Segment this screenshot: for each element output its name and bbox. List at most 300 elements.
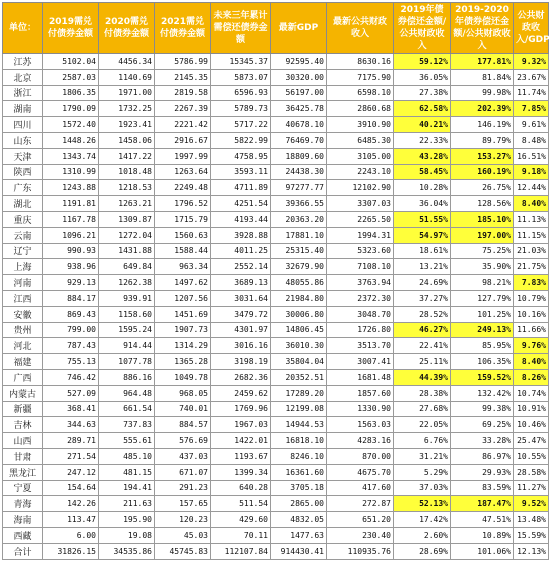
- due-2021-cell: 1451.69: [155, 306, 211, 322]
- revenue-gdp-cell: 10.79%: [514, 290, 549, 306]
- ratio-2019-cell: 37.27%: [394, 290, 451, 306]
- due-2020-cell: 1971.00: [99, 85, 155, 101]
- ratio-2019-cell: 40.21%: [394, 117, 451, 133]
- due-2020-cell: 34535.86: [99, 543, 155, 559]
- revenue-gdp-cell: 8.40%: [514, 196, 549, 212]
- revenue-gdp-cell: 8.40%: [514, 354, 549, 370]
- three-year-total-cell: 1422.01: [211, 433, 271, 449]
- due-2021-cell: 2819.58: [155, 85, 211, 101]
- gdp-cell: 16361.60: [271, 464, 327, 480]
- ratio-2019-2020-cell: 128.56%: [451, 196, 514, 212]
- ratio-2019-cell: 46.27%: [394, 322, 451, 338]
- due-2019-cell: 271.54: [43, 448, 99, 464]
- ratio-2019-2020-cell: 153.27%: [451, 148, 514, 164]
- fiscal-revenue-cell: 3910.90: [327, 117, 394, 133]
- due-2019-cell: 1167.78: [43, 211, 99, 227]
- three-year-total-cell: 5789.73: [211, 101, 271, 117]
- ratio-2019-cell: 52.13%: [394, 496, 451, 512]
- ratio-2019-2020-cell: 33.28%: [451, 433, 514, 449]
- region-cell: 云南: [3, 227, 43, 243]
- due-2021-cell: 2267.39: [155, 101, 211, 117]
- ratio-2019-2020-cell: 86.97%: [451, 448, 514, 464]
- ratio-2019-cell: 59.12%: [394, 54, 451, 70]
- due-2020-cell: 737.83: [99, 417, 155, 433]
- ratio-2019-cell: 18.61%: [394, 243, 451, 259]
- gdp-cell: 24438.30: [271, 164, 327, 180]
- three-year-total-cell: 429.60: [211, 512, 271, 528]
- due-2020-cell: 211.63: [99, 496, 155, 512]
- due-2021-cell: 1314.29: [155, 338, 211, 354]
- fiscal-revenue-cell: 3763.94: [327, 275, 394, 291]
- region-cell: 合计: [3, 543, 43, 559]
- revenue-gdp-cell: 9.76%: [514, 338, 549, 354]
- due-2019-cell: 1572.40: [43, 117, 99, 133]
- gdp-cell: 92595.40: [271, 54, 327, 70]
- ratio-2019-2020-cell: 185.10%: [451, 211, 514, 227]
- revenue-gdp-cell: 16.51%: [514, 148, 549, 164]
- ratio-2019-cell: 58.45%: [394, 164, 451, 180]
- region-cell: 吉林: [3, 417, 43, 433]
- table-row: [3, 464, 549, 480]
- due-2019-cell: 247.12: [43, 464, 99, 480]
- three-year-total-cell: 1769.96: [211, 401, 271, 417]
- ratio-2019-cell: 10.28%: [394, 180, 451, 196]
- due-2020-cell: 1309.87: [99, 211, 155, 227]
- fiscal-revenue-cell: 2860.68: [327, 101, 394, 117]
- fiscal-revenue-cell: 230.40: [327, 527, 394, 543]
- due-2021-cell: 1796.52: [155, 196, 211, 212]
- revenue-gdp-cell: 8.26%: [514, 369, 549, 385]
- due-2021-cell: 1715.79: [155, 211, 211, 227]
- ratio-2019-2020-cell: 10.89%: [451, 527, 514, 543]
- ratio-2019-2020-cell: 101.06%: [451, 543, 514, 559]
- fiscal-revenue-cell: 272.87: [327, 496, 394, 512]
- region-cell: 北京: [3, 69, 43, 85]
- revenue-gdp-cell: 11.66%: [514, 322, 549, 338]
- due-2019-cell: 755.13: [43, 354, 99, 370]
- due-2020-cell: 19.08: [99, 527, 155, 543]
- table-row: [3, 275, 549, 291]
- region-cell: 重庆: [3, 211, 43, 227]
- fiscal-revenue-cell: 12102.90: [327, 180, 394, 196]
- due-2021-cell: 437.03: [155, 448, 211, 464]
- due-2019-cell: 799.00: [43, 322, 99, 338]
- table-row: [3, 117, 549, 133]
- gdp-cell: 2865.00: [271, 496, 327, 512]
- three-year-total-cell: 15345.37: [211, 54, 271, 70]
- region-cell: 山东: [3, 132, 43, 148]
- three-year-total-cell: 2682.36: [211, 369, 271, 385]
- three-year-total-cell: 2552.14: [211, 259, 271, 275]
- ratio-2019-2020-cell: 197.00%: [451, 227, 514, 243]
- revenue-gdp-cell: 13.48%: [514, 512, 549, 528]
- ratio-2019-2020-cell: 47.51%: [451, 512, 514, 528]
- due-2019-cell: 527.09: [43, 385, 99, 401]
- revenue-gdp-cell: 21.03%: [514, 243, 549, 259]
- table-row: [3, 338, 549, 354]
- due-2020-cell: 485.10: [99, 448, 155, 464]
- gdp-cell: 16818.10: [271, 433, 327, 449]
- due-2019-cell: 1448.26: [43, 132, 99, 148]
- fiscal-revenue-cell: 3105.00: [327, 148, 394, 164]
- table-body: [3, 54, 549, 560]
- total-row: [3, 543, 549, 559]
- region-cell: 河北: [3, 338, 43, 354]
- due-2020-cell: 1218.53: [99, 180, 155, 196]
- due-2019-cell: 869.43: [43, 306, 99, 322]
- due-2021-cell: 884.57: [155, 417, 211, 433]
- due-2020-cell: 1018.48: [99, 164, 155, 180]
- three-year-total-cell: 4758.95: [211, 148, 271, 164]
- revenue-gdp-cell: 15.59%: [514, 527, 549, 543]
- due-2021-cell: 1263.64: [155, 164, 211, 180]
- header-2019-2020-ratio: 2019-2020年债券偿还金额/公共财政收入: [451, 3, 514, 54]
- gdp-cell: 36010.30: [271, 338, 327, 354]
- fiscal-revenue-cell: 6485.30: [327, 132, 394, 148]
- ratio-2019-cell: 25.11%: [394, 354, 451, 370]
- ratio-2019-2020-cell: 85.95%: [451, 338, 514, 354]
- fiscal-revenue-cell: 4675.70: [327, 464, 394, 480]
- table-row: [3, 196, 549, 212]
- due-2021-cell: 2249.48: [155, 180, 211, 196]
- fiscal-revenue-cell: 1726.80: [327, 322, 394, 338]
- due-2020-cell: 1263.21: [99, 196, 155, 212]
- due-2021-cell: 1049.78: [155, 369, 211, 385]
- due-2019-cell: 113.47: [43, 512, 99, 528]
- ratio-2019-2020-cell: 26.75%: [451, 180, 514, 196]
- fiscal-revenue-cell: 4283.16: [327, 433, 394, 449]
- ratio-2019-2020-cell: 29.93%: [451, 464, 514, 480]
- gdp-cell: 56197.00: [271, 85, 327, 101]
- due-2020-cell: 661.54: [99, 401, 155, 417]
- three-year-total-cell: 3593.11: [211, 164, 271, 180]
- revenue-gdp-cell: 28.58%: [514, 464, 549, 480]
- three-year-total-cell: 640.28: [211, 480, 271, 496]
- gdp-cell: 40678.10: [271, 117, 327, 133]
- revenue-gdp-cell: 12.44%: [514, 180, 549, 196]
- table-row: [3, 101, 549, 117]
- ratio-2019-cell: 28.69%: [394, 543, 451, 559]
- region-cell: 湖南: [3, 101, 43, 117]
- due-2019-cell: 6.00: [43, 527, 99, 543]
- header-2021-due: 2021需兑付债券金额: [155, 3, 211, 54]
- ratio-2019-2020-cell: 101.25%: [451, 306, 514, 322]
- three-year-total-cell: 5873.07: [211, 69, 271, 85]
- header-fiscal-revenue: 最新公共财政收入: [327, 3, 394, 54]
- three-year-total-cell: 1967.03: [211, 417, 271, 433]
- ratio-2019-2020-cell: 106.35%: [451, 354, 514, 370]
- gdp-cell: 1477.63: [271, 527, 327, 543]
- revenue-gdp-cell: 10.55%: [514, 448, 549, 464]
- due-2020-cell: 1595.24: [99, 322, 155, 338]
- gdp-cell: 20352.51: [271, 369, 327, 385]
- gdp-cell: 39366.55: [271, 196, 327, 212]
- table-row: [3, 401, 549, 417]
- due-2020-cell: 964.48: [99, 385, 155, 401]
- ratio-2019-cell: 31.21%: [394, 448, 451, 464]
- table-row: [3, 527, 549, 543]
- header-row: [3, 3, 549, 54]
- table-row: [3, 290, 549, 306]
- table-row: [3, 227, 549, 243]
- due-2021-cell: 120.23: [155, 512, 211, 528]
- due-2019-cell: 746.42: [43, 369, 99, 385]
- fiscal-revenue-cell: 2265.50: [327, 211, 394, 227]
- ratio-2019-cell: 36.05%: [394, 69, 451, 85]
- due-2019-cell: 1310.99: [43, 164, 99, 180]
- due-2020-cell: 195.90: [99, 512, 155, 528]
- revenue-gdp-cell: 8.48%: [514, 132, 549, 148]
- gdp-cell: 12199.08: [271, 401, 327, 417]
- due-2019-cell: 1191.81: [43, 196, 99, 212]
- gdp-cell: 14944.53: [271, 417, 327, 433]
- ratio-2019-cell: 28.52%: [394, 306, 451, 322]
- due-2021-cell: 1997.99: [155, 148, 211, 164]
- three-year-total-cell: 4251.54: [211, 196, 271, 212]
- header-2019-due: 2019需兑付债券金额: [43, 3, 99, 54]
- ratio-2019-2020-cell: 249.13%: [451, 322, 514, 338]
- due-2020-cell: 555.61: [99, 433, 155, 449]
- gdp-cell: 3705.18: [271, 480, 327, 496]
- due-2021-cell: 5786.99: [155, 54, 211, 70]
- revenue-gdp-cell: 11.13%: [514, 211, 549, 227]
- fiscal-revenue-cell: 5323.60: [327, 243, 394, 259]
- three-year-total-cell: 511.54: [211, 496, 271, 512]
- table-row: [3, 259, 549, 275]
- ratio-2019-cell: 43.28%: [394, 148, 451, 164]
- fiscal-revenue-cell: 1330.90: [327, 401, 394, 417]
- region-cell: 宁夏: [3, 480, 43, 496]
- region-cell: 河南: [3, 275, 43, 291]
- due-2019-cell: 344.63: [43, 417, 99, 433]
- revenue-gdp-cell: 11.74%: [514, 85, 549, 101]
- table-row: [3, 417, 549, 433]
- header-2020-due: 2020需兑付债券金额: [99, 3, 155, 54]
- region-cell: 山西: [3, 433, 43, 449]
- region-cell: 安徽: [3, 306, 43, 322]
- three-year-total-cell: 5717.22: [211, 117, 271, 133]
- region-cell: 江西: [3, 290, 43, 306]
- due-2020-cell: 1458.06: [99, 132, 155, 148]
- three-year-total-cell: 1399.34: [211, 464, 271, 480]
- due-2021-cell: 1588.44: [155, 243, 211, 259]
- fiscal-revenue-cell: 870.00: [327, 448, 394, 464]
- table-row: [3, 369, 549, 385]
- ratio-2019-cell: 27.68%: [394, 401, 451, 417]
- header-revenue-gdp-ratio: 公共财政收入/GDP: [514, 3, 549, 54]
- fiscal-revenue-cell: 7108.10: [327, 259, 394, 275]
- ratio-2019-cell: 54.97%: [394, 227, 451, 243]
- due-2021-cell: 2145.35: [155, 69, 211, 85]
- gdp-cell: 20363.20: [271, 211, 327, 227]
- ratio-2019-2020-cell: 160.19%: [451, 164, 514, 180]
- three-year-total-cell: 112107.84: [211, 543, 271, 559]
- ratio-2019-2020-cell: 127.79%: [451, 290, 514, 306]
- table-row: [3, 243, 549, 259]
- ratio-2019-2020-cell: 89.79%: [451, 132, 514, 148]
- gdp-cell: 32679.90: [271, 259, 327, 275]
- ratio-2019-2020-cell: 202.39%: [451, 101, 514, 117]
- table-row: [3, 512, 549, 528]
- due-2019-cell: 929.13: [43, 275, 99, 291]
- due-2019-cell: 5102.04: [43, 54, 99, 70]
- ratio-2019-cell: 44.39%: [394, 369, 451, 385]
- region-cell: 江苏: [3, 54, 43, 70]
- due-2020-cell: 1140.69: [99, 69, 155, 85]
- ratio-2019-2020-cell: 187.47%: [451, 496, 514, 512]
- due-2021-cell: 740.01: [155, 401, 211, 417]
- region-cell: 甘肃: [3, 448, 43, 464]
- due-2020-cell: 1272.04: [99, 227, 155, 243]
- due-2019-cell: 1806.35: [43, 85, 99, 101]
- fiscal-revenue-cell: 3007.41: [327, 354, 394, 370]
- three-year-total-cell: 2459.62: [211, 385, 271, 401]
- region-cell: 内蒙古: [3, 385, 43, 401]
- due-2021-cell: 1497.62: [155, 275, 211, 291]
- table-row: [3, 211, 549, 227]
- three-year-total-cell: 3928.88: [211, 227, 271, 243]
- gdp-cell: 48055.86: [271, 275, 327, 291]
- due-2020-cell: 886.16: [99, 369, 155, 385]
- bond-repayment-table: [2, 2, 549, 560]
- due-2020-cell: 649.84: [99, 259, 155, 275]
- due-2020-cell: 914.44: [99, 338, 155, 354]
- due-2020-cell: 481.15: [99, 464, 155, 480]
- ratio-2019-cell: 22.05%: [394, 417, 451, 433]
- revenue-gdp-cell: 11.27%: [514, 480, 549, 496]
- revenue-gdp-cell: 9.61%: [514, 117, 549, 133]
- region-cell: 辽宁: [3, 243, 43, 259]
- ratio-2019-2020-cell: 159.52%: [451, 369, 514, 385]
- revenue-gdp-cell: 9.18%: [514, 164, 549, 180]
- due-2019-cell: 787.43: [43, 338, 99, 354]
- three-year-total-cell: 4711.89: [211, 180, 271, 196]
- due-2020-cell: 1431.88: [99, 243, 155, 259]
- table-row: [3, 448, 549, 464]
- table-row: [3, 164, 549, 180]
- region-cell: 广西: [3, 369, 43, 385]
- due-2021-cell: 576.69: [155, 433, 211, 449]
- table-row: [3, 354, 549, 370]
- due-2019-cell: 1243.88: [43, 180, 99, 196]
- due-2021-cell: 2221.42: [155, 117, 211, 133]
- due-2020-cell: 1262.38: [99, 275, 155, 291]
- table-row: [3, 148, 549, 164]
- due-2019-cell: 368.41: [43, 401, 99, 417]
- gdp-cell: 18809.60: [271, 148, 327, 164]
- ratio-2019-cell: 24.69%: [394, 275, 451, 291]
- revenue-gdp-cell: 12.13%: [514, 543, 549, 559]
- gdp-cell: 17289.20: [271, 385, 327, 401]
- three-year-total-cell: 4193.44: [211, 211, 271, 227]
- ratio-2019-cell: 6.76%: [394, 433, 451, 449]
- table-row: [3, 306, 549, 322]
- three-year-total-cell: 3031.64: [211, 290, 271, 306]
- ratio-2019-2020-cell: 75.25%: [451, 243, 514, 259]
- due-2019-cell: 2587.03: [43, 69, 99, 85]
- ratio-2019-2020-cell: 69.25%: [451, 417, 514, 433]
- region-cell: 福建: [3, 354, 43, 370]
- region-cell: 西藏: [3, 527, 43, 543]
- revenue-gdp-cell: 23.67%: [514, 69, 549, 85]
- gdp-cell: 30320.00: [271, 69, 327, 85]
- table-row: [3, 433, 549, 449]
- due-2019-cell: 142.26: [43, 496, 99, 512]
- gdp-cell: 4832.05: [271, 512, 327, 528]
- due-2021-cell: 1365.28: [155, 354, 211, 370]
- table-row: [3, 322, 549, 338]
- revenue-gdp-cell: 11.15%: [514, 227, 549, 243]
- gdp-cell: 914430.41: [271, 543, 327, 559]
- fiscal-revenue-cell: 417.60: [327, 480, 394, 496]
- three-year-total-cell: 4301.97: [211, 322, 271, 338]
- fiscal-revenue-cell: 2372.30: [327, 290, 394, 306]
- gdp-cell: 8246.10: [271, 448, 327, 464]
- ratio-2019-2020-cell: 146.19%: [451, 117, 514, 133]
- ratio-2019-2020-cell: 81.84%: [451, 69, 514, 85]
- three-year-total-cell: 70.11: [211, 527, 271, 543]
- due-2021-cell: 45.03: [155, 527, 211, 543]
- table-row: [3, 385, 549, 401]
- fiscal-revenue-cell: 1563.03: [327, 417, 394, 433]
- due-2019-cell: 990.93: [43, 243, 99, 259]
- ratio-2019-cell: 22.41%: [394, 338, 451, 354]
- fiscal-revenue-cell: 7175.90: [327, 69, 394, 85]
- due-2020-cell: 194.41: [99, 480, 155, 496]
- due-2020-cell: 1923.41: [99, 117, 155, 133]
- fiscal-revenue-cell: 8630.16: [327, 54, 394, 70]
- table-row: [3, 496, 549, 512]
- region-cell: 湖北: [3, 196, 43, 212]
- fiscal-revenue-cell: 1857.60: [327, 385, 394, 401]
- revenue-gdp-cell: 21.75%: [514, 259, 549, 275]
- three-year-total-cell: 6596.93: [211, 85, 271, 101]
- due-2020-cell: 4456.34: [99, 54, 155, 70]
- revenue-gdp-cell: 10.16%: [514, 306, 549, 322]
- ratio-2019-2020-cell: 177.81%: [451, 54, 514, 70]
- ratio-2019-cell: 37.03%: [394, 480, 451, 496]
- ratio-2019-cell: 13.21%: [394, 259, 451, 275]
- due-2019-cell: 1790.09: [43, 101, 99, 117]
- fiscal-revenue-cell: 3513.70: [327, 338, 394, 354]
- due-2019-cell: 938.96: [43, 259, 99, 275]
- three-year-total-cell: 5822.99: [211, 132, 271, 148]
- due-2019-cell: 31826.15: [43, 543, 99, 559]
- gdp-cell: 35804.04: [271, 354, 327, 370]
- region-cell: 青海: [3, 496, 43, 512]
- table-row: [3, 480, 549, 496]
- ratio-2019-cell: 27.38%: [394, 85, 451, 101]
- table-row: [3, 69, 549, 85]
- due-2021-cell: 968.05: [155, 385, 211, 401]
- revenue-gdp-cell: 7.85%: [514, 101, 549, 117]
- due-2021-cell: 45745.83: [155, 543, 211, 559]
- ratio-2019-2020-cell: 99.38%: [451, 401, 514, 417]
- revenue-gdp-cell: 10.46%: [514, 417, 549, 433]
- fiscal-revenue-cell: 2243.10: [327, 164, 394, 180]
- ratio-2019-2020-cell: 35.90%: [451, 259, 514, 275]
- revenue-gdp-cell: 7.83%: [514, 275, 549, 291]
- region-cell: 陕西: [3, 164, 43, 180]
- ratio-2019-cell: 22.33%: [394, 132, 451, 148]
- table-row: [3, 180, 549, 196]
- ratio-2019-cell: 17.42%: [394, 512, 451, 528]
- due-2020-cell: 939.91: [99, 290, 155, 306]
- ratio-2019-cell: 62.58%: [394, 101, 451, 117]
- gdp-cell: 25315.40: [271, 243, 327, 259]
- gdp-cell: 14806.45: [271, 322, 327, 338]
- ratio-2019-cell: 28.38%: [394, 385, 451, 401]
